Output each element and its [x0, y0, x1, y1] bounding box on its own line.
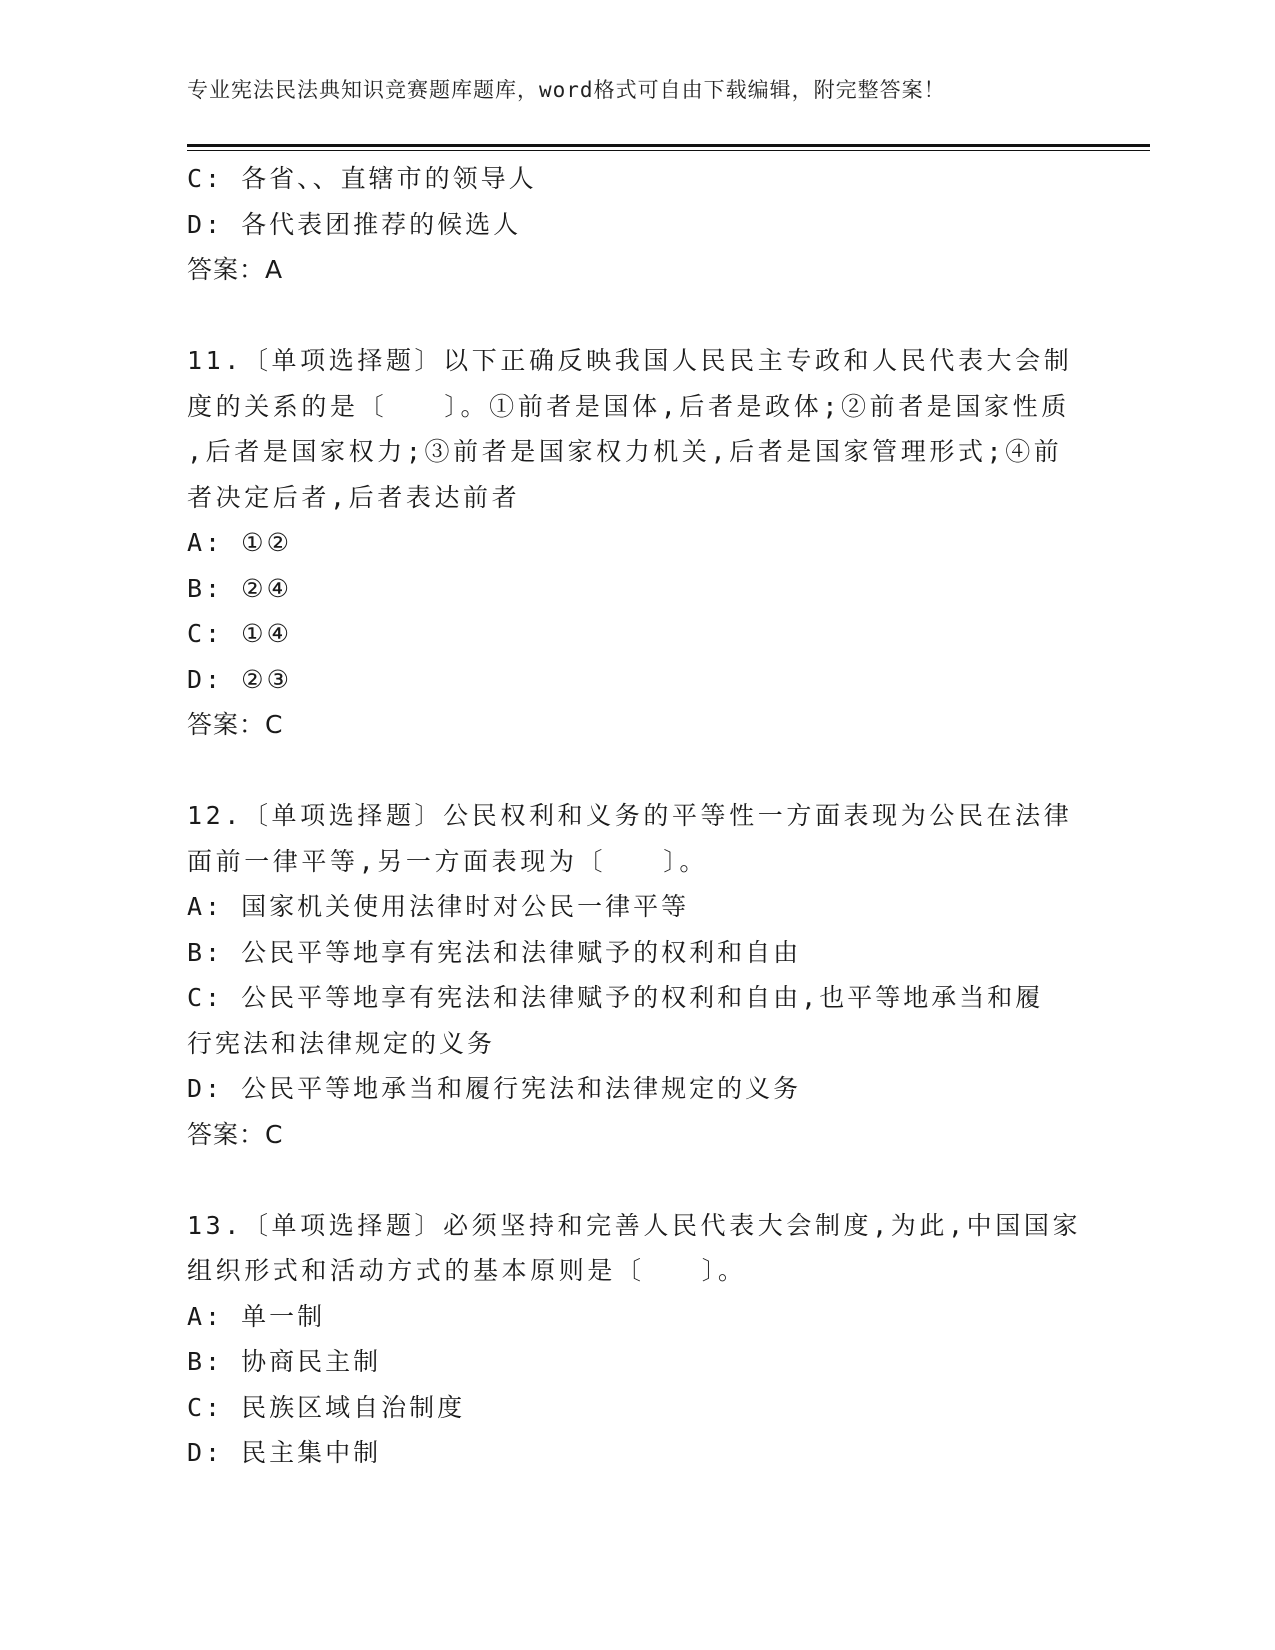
q12-option-b: B: 公民平等地享有宪法和法律赋予的权利和自由: [187, 937, 802, 967]
q11-stem-line: 度的关系的是〔 〕。①前者是国体,后者是政体;②前者是国家性质: [187, 391, 1070, 421]
q11-option-d: D: ②③: [187, 664, 292, 694]
q10-option-d: D: 各代表团推荐的候选人: [187, 209, 522, 239]
q12-option-d: D: 公民平等地承当和履行宪法和法律规定的义务: [187, 1074, 802, 1103]
q10-option-c: C: 各省、、直辖市的领导人: [187, 164, 537, 193]
spacer: [187, 293, 1087, 339]
q11-stem-line: 11.〔单项选择题〕以下正确反映我国人民民主专政和人民代表大会制: [187, 346, 1073, 375]
header-rule-thin: [187, 150, 1150, 151]
q13-option-c: C: 民族区域自治制度: [187, 1392, 466, 1422]
q13-stem-line: 13.〔单项选择题〕必须坚持和完善人民代表大会制度,为此,中国国家: [187, 1210, 1082, 1240]
q10-answer: 答案：A: [187, 255, 284, 284]
q13-stem-line: 组织形式和活动方式的基本原则是〔 〕。: [187, 1256, 747, 1285]
spacer: [187, 748, 1087, 794]
q12-option-a: A: 国家机关使用法律时对公民一律平等: [187, 892, 690, 921]
spacer: [187, 1157, 1087, 1203]
document-body: [187, 156, 1087, 1476]
q11-answer: 答案：C: [187, 710, 284, 739]
q12-option-c: C: 公民平等地享有宪法和法律赋予的权利和自由,也平等地承当和履: [187, 983, 1044, 1012]
q11-stem-line: ,后者是国家权力;③前者是国家权力机关,后者是国家管理形式;④前: [187, 437, 1063, 466]
q13-option-b: B: 协商民主制: [187, 1347, 382, 1376]
q12-answer: 答案：C: [187, 1119, 284, 1149]
q12-stem-line: 12.〔单项选择题〕公民权利和义务的平等性一方面表现为公民在法律: [187, 801, 1073, 830]
header-rule-thick: [187, 144, 1150, 147]
question-12: [187, 793, 1087, 1157]
q11-stem-line: 者决定后者,后者表达前者: [187, 482, 521, 512]
q13-option-d: D: 民主集中制: [187, 1438, 382, 1467]
q12-option-c-continued: 行宪法和法律规定的义务: [187, 1028, 496, 1058]
page-header: 专业宪法民法典知识竞赛题库题库，word格式可自由下载编辑，附完整答案！: [187, 78, 946, 102]
q11-option-c: C: ①④: [187, 619, 292, 648]
q13-option-a: A: 单一制: [187, 1301, 326, 1331]
question-13: [187, 1203, 1087, 1476]
q12-stem-line: 面前一律平等,另一方面表现为〔 〕。: [187, 846, 708, 876]
question-11: [187, 338, 1087, 748]
q11-option-a: A: ①②: [187, 528, 292, 557]
q11-option-b: B: ②④: [187, 573, 292, 603]
